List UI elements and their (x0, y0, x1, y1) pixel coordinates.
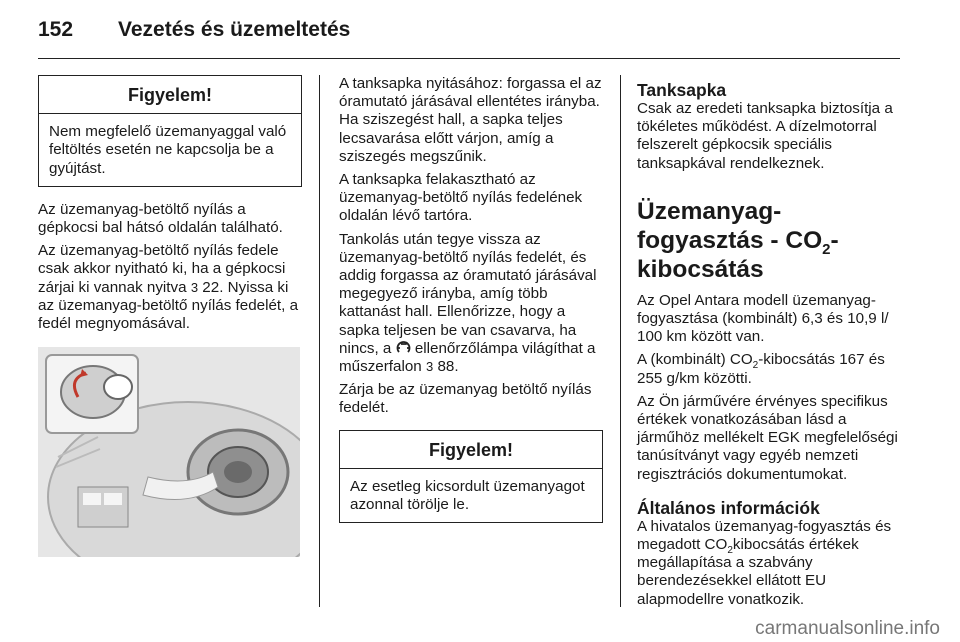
paragraph: A tanksapka nyitásához: forgassa el az óramutató járásával ellentétes irányba. Ha sziszegést hall, a sapka teljes lecsavarása előtt várjon, amíg a sziszegés megszűnik. (339, 75, 602, 165)
section-heading (637, 197, 901, 284)
page-ref-link[interactable]: 88 (437, 358, 455, 376)
section-heading: Általános információk (637, 497, 820, 518)
column-divider-2 (620, 75, 621, 607)
text-run: Tankolás után tegye vissza az üzemanyag-betöltő nyílás fedelét, és addig forgassa az óramutató járásával megegyező irányba, amíg több kattanást hall. Ellenőrizze, hogy a sapka teljesen be van csavarva, ha nincs, a (339, 230, 597, 357)
watermark: carmanualsonline.info (755, 618, 940, 639)
warning-text: Nem megfelelő üzemanyaggal való feltöltés esetén ne kapcsolja be a gyújtást. (49, 123, 287, 177)
fuel-filler-illustration (38, 347, 300, 557)
page-header (38, 18, 350, 48)
section-heading: Tanksapka (637, 80, 727, 100)
warning-text: Az esetleg kicsordult üzemanyagot azonnal törölje le. (350, 477, 585, 514)
text-run: ellenőrzőlámpa világíthat a műszerfalon (339, 339, 596, 376)
text-run: A (kombinált) CO (637, 351, 753, 369)
page-ref-link[interactable]: 22 (202, 278, 220, 296)
text-run: . Nyissa ki az üzemanyag-betöltő nyílás fedelét, a fedél megnyomásával. (38, 278, 299, 333)
page-ref-icon: 3 (190, 279, 199, 295)
warning-box (38, 75, 302, 187)
chapter-title: Vezetés és üzemeltetés (118, 18, 351, 41)
paragraph: Az üzemanyag-betöltő nyílás a gépkocsi bal hátsó oldalán található. (38, 200, 283, 237)
column-1 (38, 75, 302, 557)
paragraph: Tankolás után tegye vissza az üzemanyag-betöltő nyílás fedelét, és addig forgassa az óramutató járásával megegyező irányba, amíg több kattanást hall. Ellenőrizze, hogy a sapka teljesen be van csavarva, ha nincs, a ellenőrzőlámpa világíthat a műszerfalon 3 88. (339, 230, 597, 376)
paragraph: Csak az eredeti tanksapka biztosítja a tökéletes működést. A dízelmotorral felszerelt gépkocsik speciális tanksapkával rendelkeznek. (637, 100, 893, 172)
column-2 (339, 75, 603, 537)
text-run: Az üzemanyag-betöltő nyílás fedele csak akkor nyitható ki, ha a gépkocsi zárjai ki vannak nyitva (38, 242, 286, 296)
page-ref-icon: 3 (425, 359, 434, 375)
text-run: A hivatalos üzemanyag-fogyasztás és megadott CO (637, 517, 892, 554)
column-divider-1 (319, 75, 320, 607)
warning-title: Figyelem! (340, 431, 602, 469)
paragraph (637, 351, 901, 387)
paragraph: A tanksapka felakasztható az üzemanyag-betöltő nyílás fedelének oldalán lévő tartóra. (339, 171, 583, 225)
header-rule (38, 58, 900, 59)
subscript: 2 (822, 240, 831, 258)
subscript: 2 (727, 545, 733, 557)
text-run: -kibocsátás 167 és 255 g/km közötti. (637, 351, 885, 387)
text-run: kibocsátás értékek megállapítása a szabvány berendezésekkel ellátott EU alapmodellre vonatkozik. (637, 536, 859, 608)
paragraph: Az Ön járművére érvényes specifikus értékek vonatkozásában lásd a járműhöz mellékelt EGK megfelelőségi tanúsítványt vagy egyéb nemzeti regisztrációs dokumentumokat. (637, 392, 898, 483)
paragraph: Zárja be az üzemanyag betöltő nyílás fedelét. (339, 381, 592, 417)
warning-box (339, 430, 603, 524)
paragraph (38, 242, 302, 333)
paragraph: Az Opel Antara modell üzemanyag-fogyasztása (kombinált) 6,3 és 10,9 l/ 100 km között van. (637, 291, 889, 346)
subscript: 2 (752, 360, 759, 372)
warning-title: Figyelem! (39, 76, 301, 114)
column-3 (637, 80, 901, 614)
fuel-cap-warning-icon (396, 341, 411, 354)
fuel-filler-drawing (38, 347, 300, 557)
paragraph (637, 518, 901, 609)
page-number: 152 (38, 18, 74, 41)
heading-run: -kibocsátás (637, 226, 839, 283)
heading-run: Üzemanyag-fogyasztás - CO (637, 197, 823, 254)
